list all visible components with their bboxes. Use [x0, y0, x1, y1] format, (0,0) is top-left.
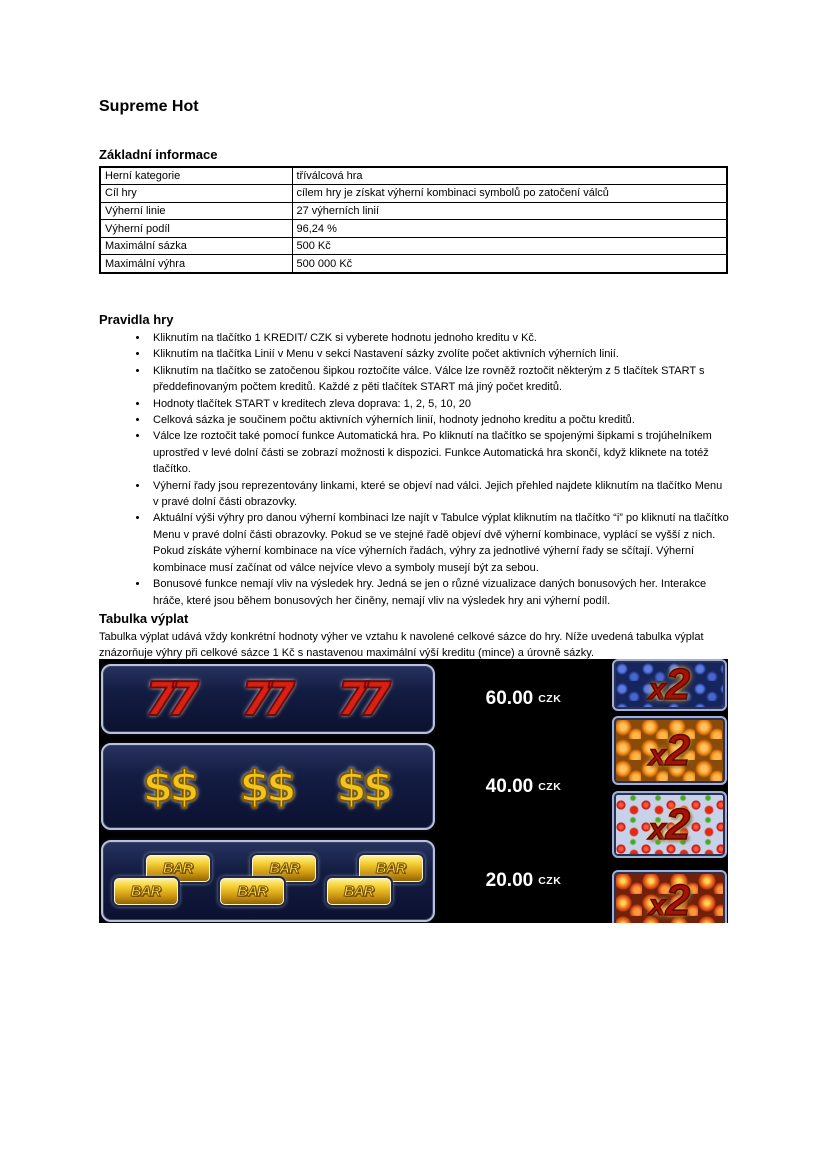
rule-item: • Hodnoty tlačítek START v kreditech zleva doprava: 1, 2, 5, 10, 20: [149, 396, 729, 412]
symbol-panel-dollars: [101, 743, 435, 830]
double-seven-symbol: 77: [240, 672, 285, 726]
table-row: [100, 167, 727, 185]
rule-item: • Celková sázka je součinem počtu aktivních výherních linií, hodnoty jednoho kreditu a počtu kreditů.: [149, 412, 729, 428]
double-dollar-symbol: $$: [336, 761, 390, 812]
payout-amount: [437, 743, 610, 830]
table-row: [100, 255, 727, 273]
bar-label: BAR: [343, 883, 374, 900]
payout-currency: CZK: [538, 780, 562, 793]
bar-plate: [114, 878, 178, 905]
rule-item: • Kliknutím na tlačítko se zatočenou šipkou roztočíte válce. Válce lze rovněž roztočit některým z 5 tlačítek START s předdefinovaným počtem kreditů. Každé z pěti tlačítek START má jiný počet kreditů.: [149, 363, 729, 396]
table-row: [100, 202, 727, 220]
double-seven-symbol: 77: [144, 672, 189, 726]
payout-currency: CZK: [538, 875, 562, 887]
info-label: Výherní linie: [100, 202, 292, 220]
info-value: 27 výherních linií: [292, 202, 727, 220]
payout-amount: [437, 664, 610, 734]
rules-list: [99, 330, 729, 609]
bar-plate: [220, 878, 284, 905]
info-label: Maximální výhra: [100, 255, 292, 273]
table-row: [100, 237, 727, 255]
table-row: [100, 185, 727, 203]
double-seven-symbol: 77: [336, 672, 381, 726]
info-value: 500 000 Kč: [292, 255, 727, 273]
multiplier-tile-grapes: [612, 659, 727, 711]
bar-label: BAR: [162, 860, 193, 877]
payout-value: 40.00: [485, 775, 534, 797]
table-row: [100, 220, 727, 238]
symbol-panel-sevens: [101, 664, 435, 734]
info-label: Maximální sázka: [100, 237, 292, 255]
payout-amount: [437, 840, 610, 922]
rule-item: • Výherní řady jsou reprezentovány linkami, které se objeví nad válci. Jejich přehled najdete kliknutím na tlačítko Menu v pravé dolní části obrazovky.: [149, 478, 729, 511]
rule-item: • Aktuální výši výhry pro danou výherní kombinaci lze najít v Tabulce výplat kliknutím na tlačítko “i” po kliknutí na tlačítko Menu v pravé dolní části obrazovky. Pokud se ve stejné řadě objeví dvě výherní kombinace, vyplácí se vyšší z nich. Pokud získáte výherní kombinace na více výherních řadách, výhry za jednotlivé výherní řady se sčítají. Výherní kombinace musí začínat od válce nejvíce vlevo a symboly musejí být za sebou.: [149, 510, 729, 576]
section-heading-rules: Pravidla hry: [99, 312, 174, 327]
double-bar-symbol: [327, 855, 423, 907]
section-heading-paytable: Tabulka výplat: [99, 611, 189, 626]
multiplier-label: x2: [648, 799, 691, 849]
info-value: 500 Kč: [292, 237, 727, 255]
info-value: cílem hry je získat výherní kombinaci symbolů po zatočení válců: [292, 185, 727, 203]
multiplier-tile-cherries: [612, 791, 727, 858]
double-dollar-symbol: $$: [142, 761, 196, 812]
symbol-panel-bars: [101, 840, 435, 922]
bar-label: BAR: [130, 883, 161, 900]
multiplier-tile-apples: [612, 870, 727, 923]
page-title: Supreme Hot: [99, 98, 199, 115]
double-dollar-symbol: $$: [239, 761, 293, 812]
multiplier-label: x2: [648, 660, 691, 709]
multiplier-tile-oranges: [612, 716, 727, 785]
bar-label: BAR: [237, 883, 267, 900]
bar-label: BAR: [269, 860, 299, 877]
multiplier-label: x2: [648, 725, 691, 775]
bar-label: BAR: [375, 860, 406, 877]
info-label: Výherní podíl: [100, 220, 292, 238]
multiplier-label: x2: [648, 876, 691, 923]
payout-value: 60.00: [485, 688, 534, 709]
double-bar-symbol: [220, 855, 316, 907]
info-label: Cíl hry: [100, 185, 292, 203]
double-bar-symbol: [114, 855, 210, 907]
rule-item: • Válce lze roztočit také pomocí funkce Automatická hra. Po kliknutí na tlačítko se spojenými šipkami s trojúhelníkem uprostřed v levé dolní části se zobrazí možnosti k dispozici. Funkce Automatická hra skončí, když kliknete na totéž tlačítko.: [149, 428, 729, 477]
payout-currency: CZK: [538, 693, 562, 705]
info-label: Herní kategorie: [100, 167, 292, 185]
paytable-image: [99, 659, 728, 923]
info-value: tříválcová hra: [292, 167, 727, 185]
rule-item: • Kliknutím na tlačítka Linií v Menu v sekci Nastavení sázky zvolíte počet aktivních výherních linií.: [149, 346, 729, 362]
info-value: 96,24 %: [292, 220, 727, 238]
rule-item: • Bonusové funkce nemají vliv na výsledek hry. Jedná se jen o různé vizualizace daných bonusových her. Interakce hráče, které jsou během bonusových her činěny, nemají vliv na výsledek hry ani výherní podíl.: [149, 576, 729, 609]
rule-item: • Kliknutím na tlačítko 1 KREDIT/ CZK si vyberete hodnotu jednoho kreditu v Kč.: [149, 330, 729, 346]
basic-info-table: [99, 166, 728, 274]
bar-plate: [327, 878, 391, 905]
payout-value: 20.00: [485, 870, 534, 891]
paytable-intro: Tabulka výplat udává vždy konkrétní hodnoty výher ve vztahu k navolené celkové sázce do hry. Níže uvedená tabulka výplat znázorňuje výhry při celkové sázce 1 Kč s nastavenou maximální výší kreditu (mince) a úrovně sázky.: [99, 631, 704, 659]
section-heading-basic-info: Základní informace: [99, 147, 218, 162]
